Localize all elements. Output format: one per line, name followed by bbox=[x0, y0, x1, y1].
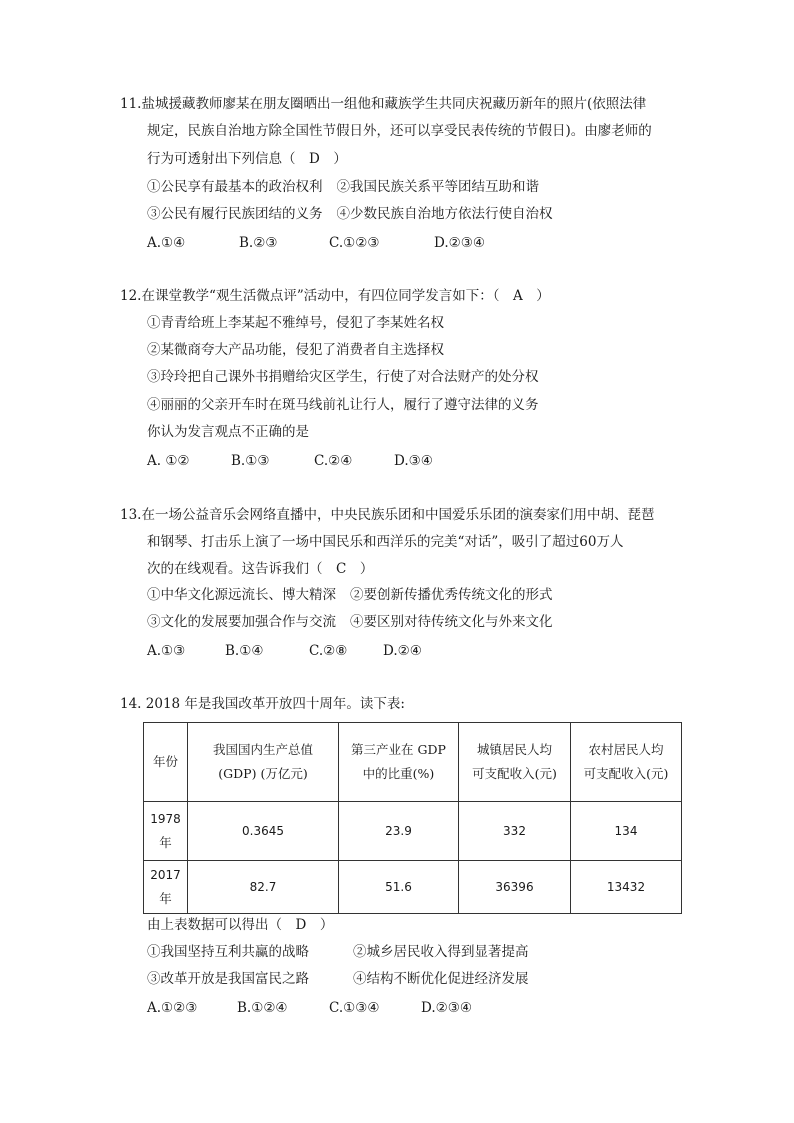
table-row bbox=[144, 802, 682, 861]
q12-statement-4: ④丽丽的父亲开车时在斑马线前礼让行人，履行了遵守法律的义务 bbox=[147, 397, 539, 413]
q11-stem-line3: 行为可透射出下列信息（ D ） bbox=[147, 151, 347, 167]
table-row bbox=[144, 861, 682, 914]
row-2017-gdp: 82.7 bbox=[188, 861, 339, 914]
q13-statement-4: ④要区别对待传统文化与外来文化 bbox=[350, 614, 553, 630]
q12-options bbox=[147, 451, 433, 471]
header-urban-income: 城镇居民人均 可支配收入(元) bbox=[459, 723, 571, 802]
q13-stem-line3: 次的在线观看。这告诉我们（ C ） bbox=[147, 561, 374, 577]
q14-statement-4: ④结构不断优化促进经济发展 bbox=[353, 971, 529, 987]
q11-stem-line2: 规定，民族自治地方除全国性节假日外，还可以享受民表传统的节假日)。由廖老师的 bbox=[147, 123, 652, 139]
q11-option-b: B.②③ bbox=[239, 235, 278, 251]
q12-statement-2: ②某微商夸大产品功能，侵犯了消费者自主选择权 bbox=[147, 342, 444, 358]
q12-option-d: D.③④ bbox=[394, 453, 433, 469]
q14-option-a: A.①②③ bbox=[147, 1000, 198, 1016]
q12-option-a: A. ①② bbox=[147, 453, 190, 469]
q11-statements-row2 bbox=[147, 204, 553, 224]
header-rural-income: 农村居民人均 可支配收入(元) bbox=[571, 723, 682, 802]
row-2017-rural: 13432 bbox=[571, 861, 682, 914]
q11-options bbox=[147, 233, 485, 253]
q12-statement-3: ③玲玲把自己课外书捐赠给灾区学生，行使了对合法财产的处分权 bbox=[147, 369, 539, 385]
header-tertiary-share: 第三产业在 GDP 中的比重(%) bbox=[339, 723, 459, 802]
q12-option-b: B.①③ bbox=[231, 453, 270, 469]
q13-statement-2: ②要创新传播优秀传统文化的形式 bbox=[350, 587, 553, 603]
table-header-row bbox=[144, 723, 682, 802]
row-1978-gdp: 0.3645 bbox=[188, 802, 339, 861]
q13-option-d: D.②④ bbox=[383, 643, 422, 659]
row-2017-urban: 36396 bbox=[459, 861, 571, 914]
q13-stem-line1: 13.在一场公益音乐会网络直播中，中央民族乐团和中国爱乐乐团的演奏家们用中胡、琵琶 bbox=[120, 507, 655, 523]
q14-statement-1: ①我国坚持互利共赢的战略 bbox=[147, 944, 309, 960]
q11-option-c: C.①②③ bbox=[329, 235, 380, 251]
q13-options bbox=[147, 641, 422, 661]
header-year: 年份 bbox=[144, 723, 188, 802]
q12-ask: 你认为发言观点不正确的是 bbox=[147, 424, 309, 440]
q14-statements-row1 bbox=[147, 942, 529, 962]
q11-option-d: D.②③④ bbox=[434, 235, 485, 251]
row-2017-tertiary: 51.6 bbox=[339, 861, 459, 914]
q14-option-b: B.①②④ bbox=[237, 1000, 288, 1016]
q14-option-d: D.②③④ bbox=[421, 1000, 472, 1016]
q11-statement-1: ①公民享有最基本的政治权利 bbox=[147, 179, 323, 195]
row-1978-rural: 134 bbox=[571, 802, 682, 861]
row-1978-year: 1978 年 bbox=[144, 802, 188, 861]
q13-stem-line2: 和钢琴、打击乐上演了一场中国民乐和西洋乐的完美“对话”，吸引了超过60万人 bbox=[147, 534, 624, 550]
q13-option-b: B.①④ bbox=[225, 643, 264, 659]
q13-option-c: C.②⑧ bbox=[309, 643, 348, 659]
q14-ask: 由上表数据可以得出（ D ） bbox=[147, 917, 334, 933]
q11-statements-row1 bbox=[147, 177, 539, 197]
q12-option-c: C.②④ bbox=[314, 453, 353, 469]
q14-statements-row2 bbox=[147, 969, 529, 989]
q14-stem: 14. 2018 年是我国改革开放四十周年。读下表: bbox=[120, 696, 405, 712]
q12-statement-1: ①青青给班上李某起不雅绰号，侵犯了李某姓名权 bbox=[147, 315, 444, 331]
q14-option-c: C.①③④ bbox=[329, 1000, 380, 1016]
q13-statement-1: ①中华文化源远流长、博大精深 bbox=[147, 587, 336, 603]
q11-statement-4: ④少数民族自治地方依法行使自治权 bbox=[336, 206, 553, 222]
q12-stem: 12.在课堂教学“观生活微点评”活动中，有四位同学发言如下：（ A ） bbox=[120, 288, 550, 304]
q14-options bbox=[147, 998, 472, 1018]
row-1978-tertiary: 23.9 bbox=[339, 802, 459, 861]
q14-statement-2: ②城乡居民收入得到显著提高 bbox=[353, 944, 529, 960]
q11-statement-2: ②我国民族关系平等团结互助和谐 bbox=[336, 179, 539, 195]
q13-statements-row2 bbox=[147, 612, 553, 632]
q11-option-a: A.①④ bbox=[147, 235, 186, 251]
q13-statement-3: ③文化的发展要加强合作与交流 bbox=[147, 614, 336, 630]
gdp-income-table bbox=[143, 722, 682, 914]
q11-statement-3: ③公民有履行民族团结的义务 bbox=[147, 206, 323, 222]
q13-option-a: A.①③ bbox=[147, 643, 186, 659]
row-1978-urban: 332 bbox=[459, 802, 571, 861]
q13-statements-row1 bbox=[147, 585, 553, 605]
q11-stem-line1: 11.盐城援藏教师廖某在朋友圈晒出一组他和藏族学生共同庆祝藏历新年的照片(依照法律 bbox=[120, 96, 647, 112]
row-2017-year: 2017 年 bbox=[144, 861, 188, 914]
header-gdp: 我国国内生产总值 (GDP) (万亿元) bbox=[188, 723, 339, 802]
q14-statement-3: ③改革开放是我国富民之路 bbox=[147, 971, 309, 987]
